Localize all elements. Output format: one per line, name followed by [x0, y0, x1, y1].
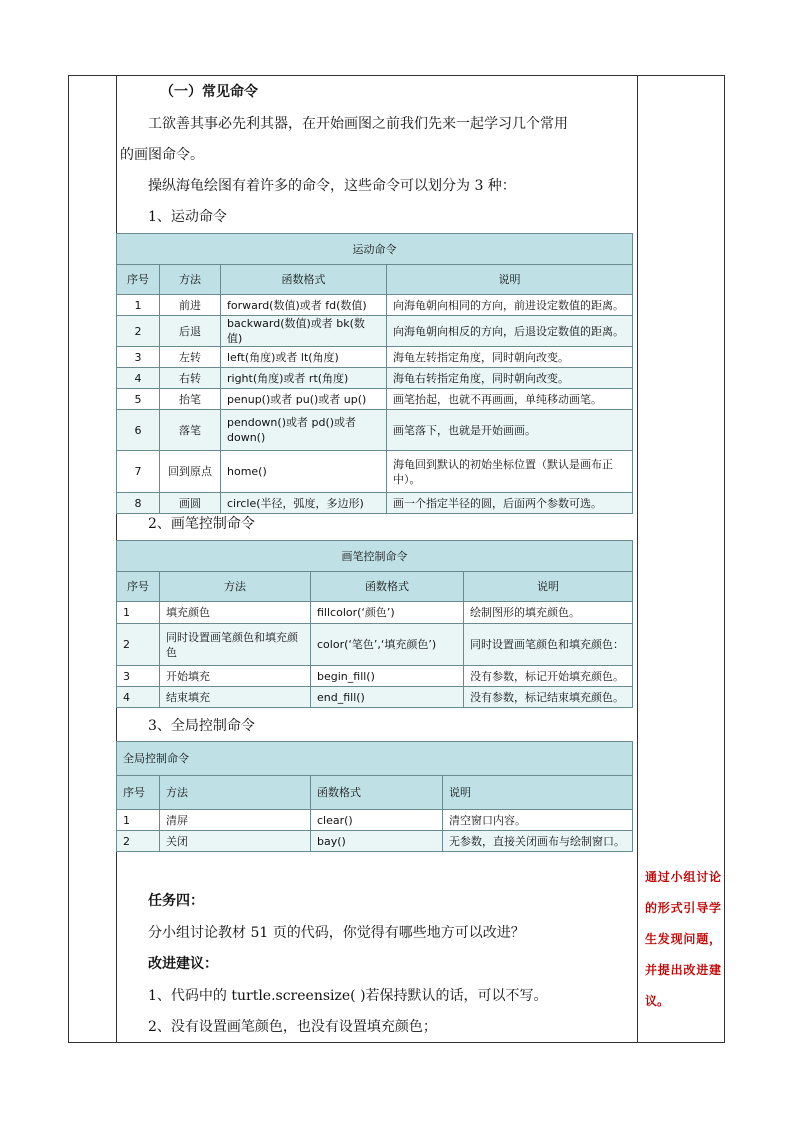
table-row	[117, 602, 633, 624]
cell: 左转	[160, 347, 221, 368]
cell: 清屏	[160, 810, 311, 831]
cell: 4	[117, 687, 160, 708]
cell: 同时设置画笔颜色和填充颜色：	[464, 624, 633, 666]
cell: 3	[117, 666, 160, 687]
cell: 1	[117, 295, 160, 316]
col-header: 序号	[117, 572, 160, 602]
col-header: 函数格式	[311, 572, 464, 602]
cell: pendown()或者 pd()或者 down()	[221, 410, 387, 451]
cell: fillcolor(‘颜色’)	[311, 602, 464, 624]
cell: 1	[117, 810, 160, 831]
cell: 画笔抬起，也就不再画画，单纯移动画笔。	[387, 389, 633, 410]
cell: 回到原点	[160, 451, 221, 493]
cell: 1	[117, 602, 160, 624]
cell: 前进	[160, 295, 221, 316]
col-header: 方法	[160, 265, 221, 295]
col-header: 说明	[464, 572, 633, 602]
cell: color(‘笔色’,‘填充颜色’)	[311, 624, 464, 666]
col-header: 说明	[387, 265, 633, 295]
cell: 画一个指定半径的圆，后面两个参数可选。	[387, 493, 633, 514]
teaching-note: 通过小组讨论的形式引导学生发现问题，并提出改进建议。	[645, 870, 721, 1008]
table-row	[117, 368, 633, 389]
table-caption: 运动命令	[117, 234, 633, 265]
table-row	[117, 451, 633, 493]
suggestion-1: 1、代码中的 turtle.screensize( )若保持默认的话，可以不写。	[148, 988, 548, 1004]
table-row	[117, 493, 633, 514]
cell: 向海龟朝向相反的方向，后退设定数值的距离。	[387, 316, 633, 347]
cell: begin_fill()	[311, 666, 464, 687]
cell: forward(数值)或者 fd(数值)	[221, 295, 387, 316]
cell: left(角度)或者 lt(角度)	[221, 347, 387, 368]
table-row	[117, 687, 633, 708]
cell: 5	[117, 389, 160, 410]
table-row	[117, 831, 633, 852]
cell: 右转	[160, 368, 221, 389]
col-header: 序号	[117, 265, 160, 295]
cell: 2	[117, 624, 160, 666]
col-header: 序号	[117, 776, 160, 810]
cell: 海龟左转指定角度，同时朝向改变。	[387, 347, 633, 368]
table-row	[117, 410, 633, 451]
intro-line-1: 工欲善其事必先利其器，在开始画图之前我们先来一起学习几个常用	[148, 116, 568, 132]
cell: 没有参数，标记结束填充颜色。	[464, 687, 633, 708]
col-header: 函数格式	[221, 265, 387, 295]
global-control-table	[116, 741, 633, 852]
col-header: 方法	[160, 572, 311, 602]
cell: 画笔落下，也就是开始画画。	[387, 410, 633, 451]
cell: 结束填充	[160, 687, 311, 708]
cell: bay()	[311, 831, 443, 852]
cell: 向海龟朝向相同的方向，前进设定数值的距离。	[387, 295, 633, 316]
cell: 海龟回到默认的初始坐标位置（默认是画布正中）。	[387, 451, 633, 493]
cell: clear()	[311, 810, 443, 831]
column-divider-right	[637, 75, 638, 1043]
cell: end_fill()	[311, 687, 464, 708]
col-header: 方法	[160, 776, 311, 810]
cell: home()	[221, 451, 387, 493]
cell: 同时设置画笔颜色和填充颜色	[160, 624, 311, 666]
table-row	[117, 295, 633, 316]
suggest-title: 改进建议：	[148, 956, 218, 972]
table-row	[117, 666, 633, 687]
intro-line-2: 的画图命令。	[120, 147, 204, 163]
intro-line-3: 操纵海龟绘图有着许多的命令，这些命令可以划分为 3 种：	[148, 178, 516, 194]
col-header: 函数格式	[311, 776, 443, 810]
cell: 开始填充	[160, 666, 311, 687]
subheading-motion: 1、运动命令	[148, 209, 227, 225]
col-header: 说明	[443, 776, 633, 810]
suggestion-2: 2、没有设置画笔颜色，也没有设置填充颜色；	[148, 1019, 437, 1035]
cell: 填充颜色	[160, 602, 311, 624]
cell: 7	[117, 451, 160, 493]
cell: 没有参数，标记开始填充颜色。	[464, 666, 633, 687]
cell: 3	[117, 347, 160, 368]
cell: 4	[117, 368, 160, 389]
cell: 2	[117, 831, 160, 852]
table-row	[117, 624, 633, 666]
pen-control-table	[116, 540, 633, 708]
table-row	[117, 347, 633, 368]
cell: 无参数，直接关闭画布与绘制窗口。	[443, 831, 633, 852]
cell: circle(半径，弧度，多边形)	[221, 493, 387, 514]
cell: penup()或者 pu()或者 up()	[221, 389, 387, 410]
cell: backward(数值)或者 bk(数值)	[221, 316, 387, 347]
cell: right(角度)或者 rt(角度)	[221, 368, 387, 389]
cell: 落笔	[160, 410, 221, 451]
cell: 8	[117, 493, 160, 514]
cell: 绘制图形的填充颜色。	[464, 602, 633, 624]
cell: 清空窗口内容。	[443, 810, 633, 831]
table-row	[117, 389, 633, 410]
cell: 画圆	[160, 493, 221, 514]
table-caption: 画笔控制命令	[117, 541, 633, 572]
cell: 抬笔	[160, 389, 221, 410]
cell: 海龟右转指定角度，同时朝向改变。	[387, 368, 633, 389]
cell: 后退	[160, 316, 221, 347]
task-text: 分小组讨论教材 51 页的代码，你觉得有哪些地方可以改进？	[148, 925, 525, 941]
subheading-pen: 2、画笔控制命令	[148, 516, 255, 532]
table-row	[117, 810, 633, 831]
table-row	[117, 316, 633, 347]
task-title: 任务四：	[148, 893, 204, 909]
cell: 关闭	[160, 831, 311, 852]
subheading-global: 3、全局控制命令	[148, 718, 255, 734]
cell: 2	[117, 316, 160, 347]
section-heading: （一）常见命令	[160, 84, 258, 100]
motion-commands-table	[116, 233, 633, 514]
cell: 6	[117, 410, 160, 451]
table-caption: 全局控制命令	[117, 742, 633, 776]
